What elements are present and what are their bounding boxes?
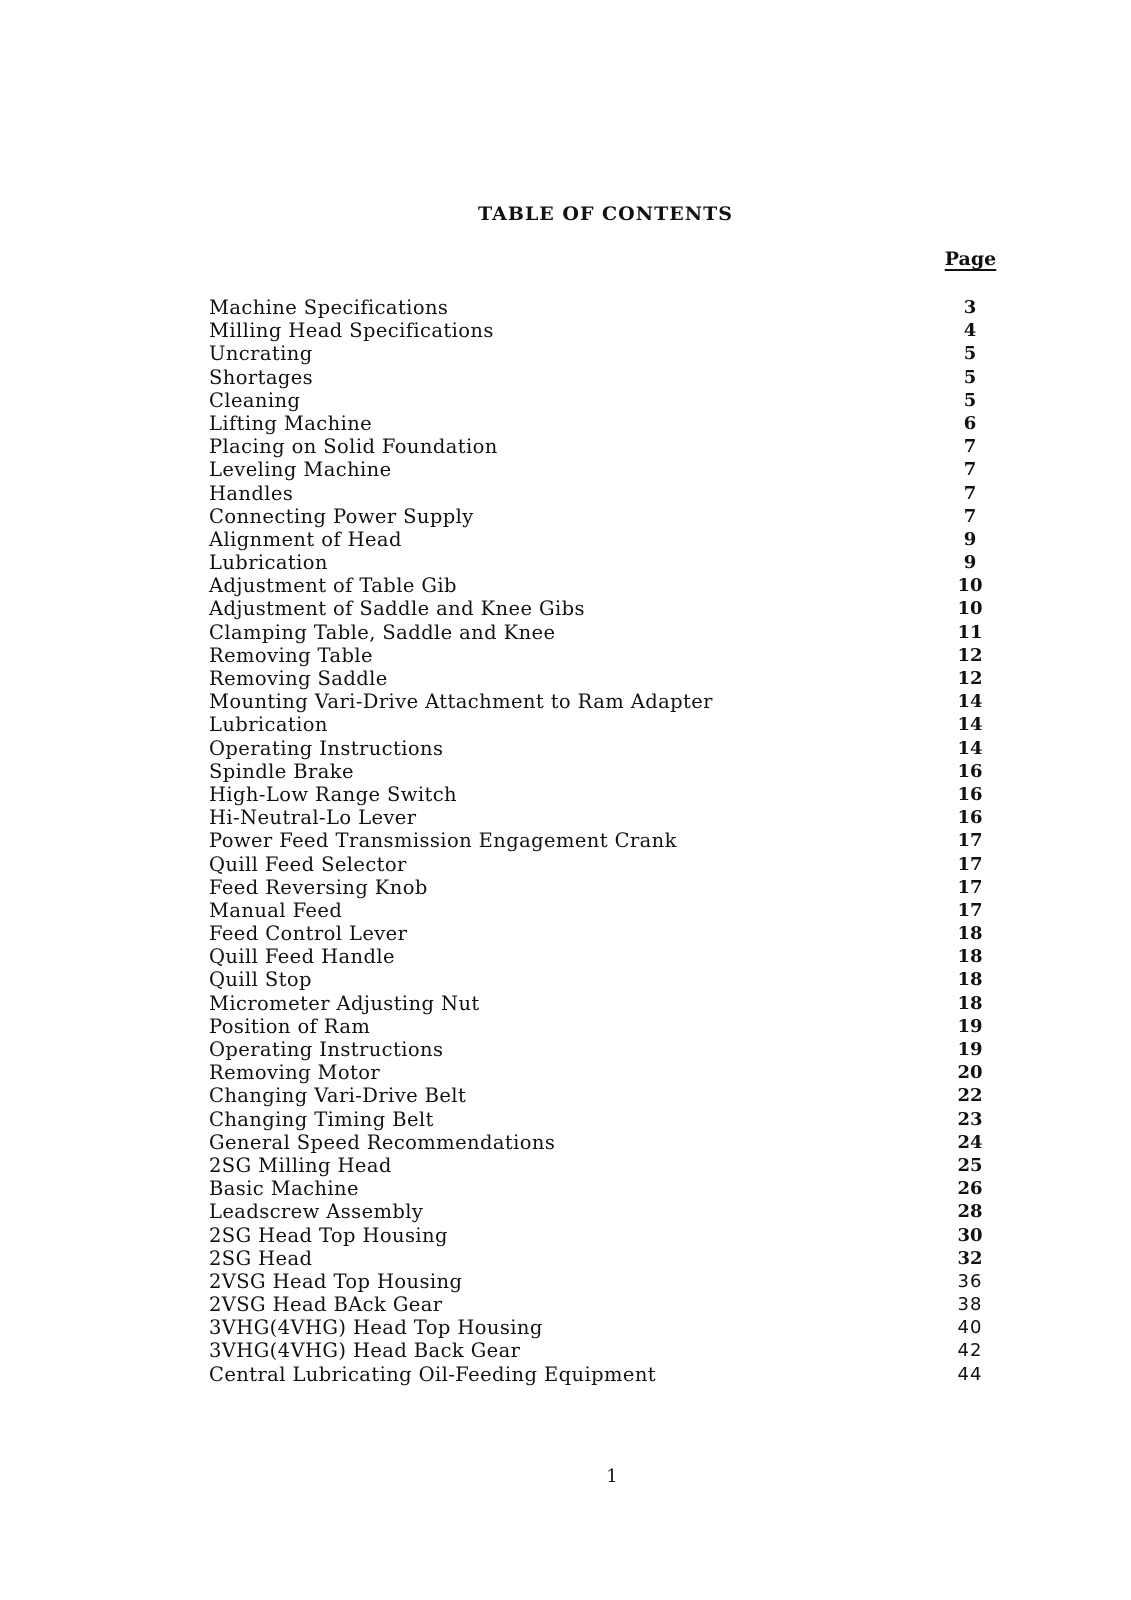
toc-entry bbox=[0, 319, 1131, 342]
toc-entry bbox=[0, 551, 1131, 574]
toc-entry-title: Lifting Machine bbox=[209, 411, 373, 435]
toc-entry-page: 12 bbox=[957, 644, 983, 666]
toc-entry-page: 22 bbox=[957, 1085, 983, 1107]
toc-entry-title: Uncrating bbox=[209, 342, 313, 366]
toc-entry-title: Operating Instructions bbox=[209, 1038, 444, 1061]
toc-entry-page: 12 bbox=[957, 668, 983, 689]
toc-entry-page: 9 bbox=[963, 528, 977, 550]
toc-entry-page: 30 bbox=[957, 1224, 983, 1246]
toc-entry-page: 16 bbox=[957, 807, 983, 829]
table-of-contents bbox=[0, 296, 1131, 1386]
toc-entry bbox=[0, 853, 1131, 876]
toc-entry bbox=[0, 1084, 1131, 1107]
toc-entry-page: 11 bbox=[957, 621, 983, 643]
toc-entry-title: Removing Saddle bbox=[209, 667, 388, 690]
toc-entry bbox=[0, 458, 1131, 481]
toc-entry-title: Feed Control Lever bbox=[209, 922, 408, 946]
toc-entry-title: Cleaning bbox=[209, 388, 301, 412]
toc-entry-page: 7 bbox=[963, 459, 977, 481]
toc-entry-title: Central Lubricating Oil-Feeding Equipment bbox=[209, 1362, 657, 1386]
toc-entry bbox=[0, 1108, 1131, 1131]
toc-entry-page: 42 bbox=[957, 1340, 983, 1362]
toc-entry-page: 17 bbox=[957, 853, 983, 875]
toc-entry bbox=[0, 482, 1131, 505]
toc-entry bbox=[0, 922, 1131, 945]
document-title: TABLE OF CONTENTS bbox=[478, 203, 733, 225]
toc-entry bbox=[0, 1339, 1131, 1362]
toc-entry-page: 10 bbox=[957, 598, 983, 620]
toc-entry-page: 17 bbox=[957, 830, 983, 852]
toc-entry-title: Power Feed Transmission Engagement Crank bbox=[209, 829, 677, 853]
toc-entry-title: Lubrication bbox=[209, 551, 328, 575]
toc-entry bbox=[0, 1316, 1131, 1339]
toc-entry-page: 16 bbox=[957, 783, 983, 805]
toc-entry-page: 20 bbox=[957, 1062, 983, 1084]
toc-entry bbox=[0, 597, 1131, 620]
toc-entry bbox=[0, 1015, 1131, 1038]
toc-entry bbox=[0, 1131, 1131, 1154]
toc-entry bbox=[0, 1200, 1131, 1223]
toc-entry-page: 14 bbox=[957, 714, 983, 736]
toc-entry-title: 2SG Milling Head bbox=[209, 1153, 392, 1177]
toc-entry-title: Micrometer Adjusting Nut bbox=[209, 991, 480, 1015]
toc-entry-title: 2SG Head Top Housing bbox=[209, 1223, 448, 1247]
toc-entry bbox=[0, 621, 1131, 644]
toc-entry-title: Clamping Table, Saddle and Knee bbox=[209, 620, 556, 644]
toc-entry-page: 3 bbox=[963, 297, 977, 318]
toc-entry-page: 19 bbox=[957, 1015, 983, 1037]
toc-entry-page: 7 bbox=[963, 436, 977, 458]
toc-entry-title: Removing Table bbox=[209, 643, 373, 667]
toc-entry-title: Quill Stop bbox=[209, 968, 312, 992]
toc-entry bbox=[0, 1061, 1131, 1084]
toc-entry-title: Hi-Neutral-Lo Lever bbox=[209, 806, 417, 830]
toc-entry bbox=[0, 412, 1131, 435]
toc-entry-page: 14 bbox=[957, 737, 983, 759]
toc-entry-title: Milling Head Specifications bbox=[209, 319, 494, 343]
toc-entry-title: Changing Vari-Drive Belt bbox=[209, 1084, 467, 1108]
toc-entry bbox=[0, 1154, 1131, 1177]
toc-entry-title: Spindle Brake bbox=[209, 759, 354, 783]
toc-entry-page: 5 bbox=[963, 389, 977, 411]
toc-entry-page: 18 bbox=[957, 992, 983, 1014]
toc-entry-title: Adjustment of Saddle and Knee Gibs bbox=[209, 597, 585, 621]
toc-entry bbox=[0, 667, 1131, 690]
toc-entry-title: 2VSG Head Top Housing bbox=[209, 1269, 463, 1293]
toc-entry-title: 3VHG(4VHG) Head Top Housing bbox=[209, 1316, 543, 1340]
toc-entry-title: Operating Instructions bbox=[209, 736, 444, 760]
toc-entry-title: Position of Ram bbox=[209, 1014, 371, 1038]
toc-entry bbox=[0, 829, 1131, 852]
toc-entry-page: 10 bbox=[957, 575, 983, 597]
toc-entry-title: Shortages bbox=[209, 365, 314, 389]
toc-entry-page: 5 bbox=[963, 366, 977, 388]
toc-entry bbox=[0, 528, 1131, 551]
toc-entry-title: Quill Feed Selector bbox=[209, 852, 407, 876]
toc-entry-page: 4 bbox=[963, 320, 977, 342]
page-number: 1 bbox=[606, 1466, 618, 1487]
toc-entry-page: 24 bbox=[957, 1131, 983, 1153]
toc-entry bbox=[0, 1038, 1131, 1061]
toc-entry-page: 26 bbox=[957, 1178, 983, 1200]
page-column-header: Page bbox=[944, 248, 997, 270]
toc-entry-page: 5 bbox=[963, 343, 977, 365]
toc-entry bbox=[0, 1247, 1131, 1270]
toc-entry-title: Lubrication bbox=[209, 713, 328, 737]
toc-entry-title: Basic Machine bbox=[209, 1177, 359, 1201]
toc-entry bbox=[0, 783, 1131, 806]
toc-entry-page: 19 bbox=[957, 1039, 983, 1060]
toc-entry bbox=[0, 1363, 1131, 1386]
toc-entry bbox=[0, 389, 1131, 412]
toc-entry bbox=[0, 806, 1131, 829]
toc-entry bbox=[0, 876, 1131, 899]
toc-entry-page: 40 bbox=[957, 1317, 983, 1339]
toc-entry-page: 32 bbox=[957, 1247, 983, 1269]
toc-entry bbox=[0, 760, 1131, 783]
toc-entry-page: 36 bbox=[957, 1270, 983, 1292]
toc-entry-title: 2VSG Head BAck Gear bbox=[209, 1293, 443, 1317]
toc-entry-title: Quill Feed Handle bbox=[209, 945, 395, 969]
toc-entry-page: 6 bbox=[963, 412, 977, 434]
toc-entry bbox=[0, 945, 1131, 968]
toc-entry bbox=[0, 342, 1131, 365]
toc-entry bbox=[0, 713, 1131, 736]
toc-entry-title: Leveling Machine bbox=[209, 458, 392, 482]
toc-entry-page: 17 bbox=[957, 899, 983, 921]
toc-entry bbox=[0, 992, 1131, 1015]
toc-entry-title: 2SG Head bbox=[209, 1246, 313, 1270]
toc-entry-page: 17 bbox=[957, 876, 983, 898]
toc-entry-page: 7 bbox=[963, 505, 977, 527]
toc-entry bbox=[0, 1270, 1131, 1293]
toc-entry-page: 25 bbox=[957, 1154, 983, 1176]
toc-entry-title: Changing Timing Belt bbox=[209, 1107, 434, 1131]
toc-entry-page: 44 bbox=[957, 1363, 983, 1385]
toc-entry-page: 16 bbox=[957, 760, 983, 782]
toc-entry bbox=[0, 1293, 1131, 1316]
toc-entry-title: Placing on Solid Foundation bbox=[209, 435, 498, 459]
toc-entry-page: 38 bbox=[957, 1294, 983, 1316]
toc-entry-title: Manual Feed bbox=[209, 898, 343, 922]
toc-entry bbox=[0, 737, 1131, 760]
toc-entry-title: High-Low Range Switch bbox=[209, 782, 457, 806]
toc-entry-title: Handles bbox=[209, 481, 294, 505]
toc-entry-page: 14 bbox=[957, 691, 983, 713]
toc-entry-title: General Speed Recommendations bbox=[209, 1130, 556, 1154]
toc-entry bbox=[0, 366, 1131, 389]
toc-entry bbox=[0, 1177, 1131, 1200]
toc-entry-title: 3VHG(4VHG) Head Back Gear bbox=[209, 1339, 521, 1363]
toc-entry bbox=[0, 1224, 1131, 1247]
toc-entry-title: Mounting Vari-Drive Attachment to Ram Adapter bbox=[209, 690, 713, 714]
toc-entry-page: 7 bbox=[963, 482, 977, 504]
toc-entry-title: Alignment of Head bbox=[209, 527, 402, 551]
toc-entry bbox=[0, 505, 1131, 528]
toc-entry bbox=[0, 435, 1131, 458]
toc-entry bbox=[0, 690, 1131, 713]
toc-entry bbox=[0, 968, 1131, 991]
toc-entry-page: 23 bbox=[957, 1108, 983, 1130]
toc-entry-page: 28 bbox=[957, 1201, 983, 1223]
toc-entry-page: 18 bbox=[957, 946, 983, 968]
toc-entry bbox=[0, 899, 1131, 922]
toc-entry bbox=[0, 644, 1131, 667]
toc-entry-title: Machine Specifications bbox=[209, 296, 449, 319]
toc-entry-title: Leadscrew Assembly bbox=[209, 1200, 424, 1224]
toc-entry-page: 9 bbox=[963, 552, 977, 574]
toc-entry-title: Connecting Power Supply bbox=[209, 504, 474, 528]
toc-entry-title: Adjustment of Table Gib bbox=[209, 574, 457, 598]
toc-entry-page: 18 bbox=[957, 923, 983, 945]
toc-entry bbox=[0, 296, 1131, 319]
toc-entry-title: Feed Reversing Knob bbox=[209, 875, 428, 899]
toc-entry bbox=[0, 574, 1131, 597]
toc-entry-title: Removing Motor bbox=[209, 1061, 381, 1085]
toc-entry-page: 18 bbox=[957, 969, 983, 991]
